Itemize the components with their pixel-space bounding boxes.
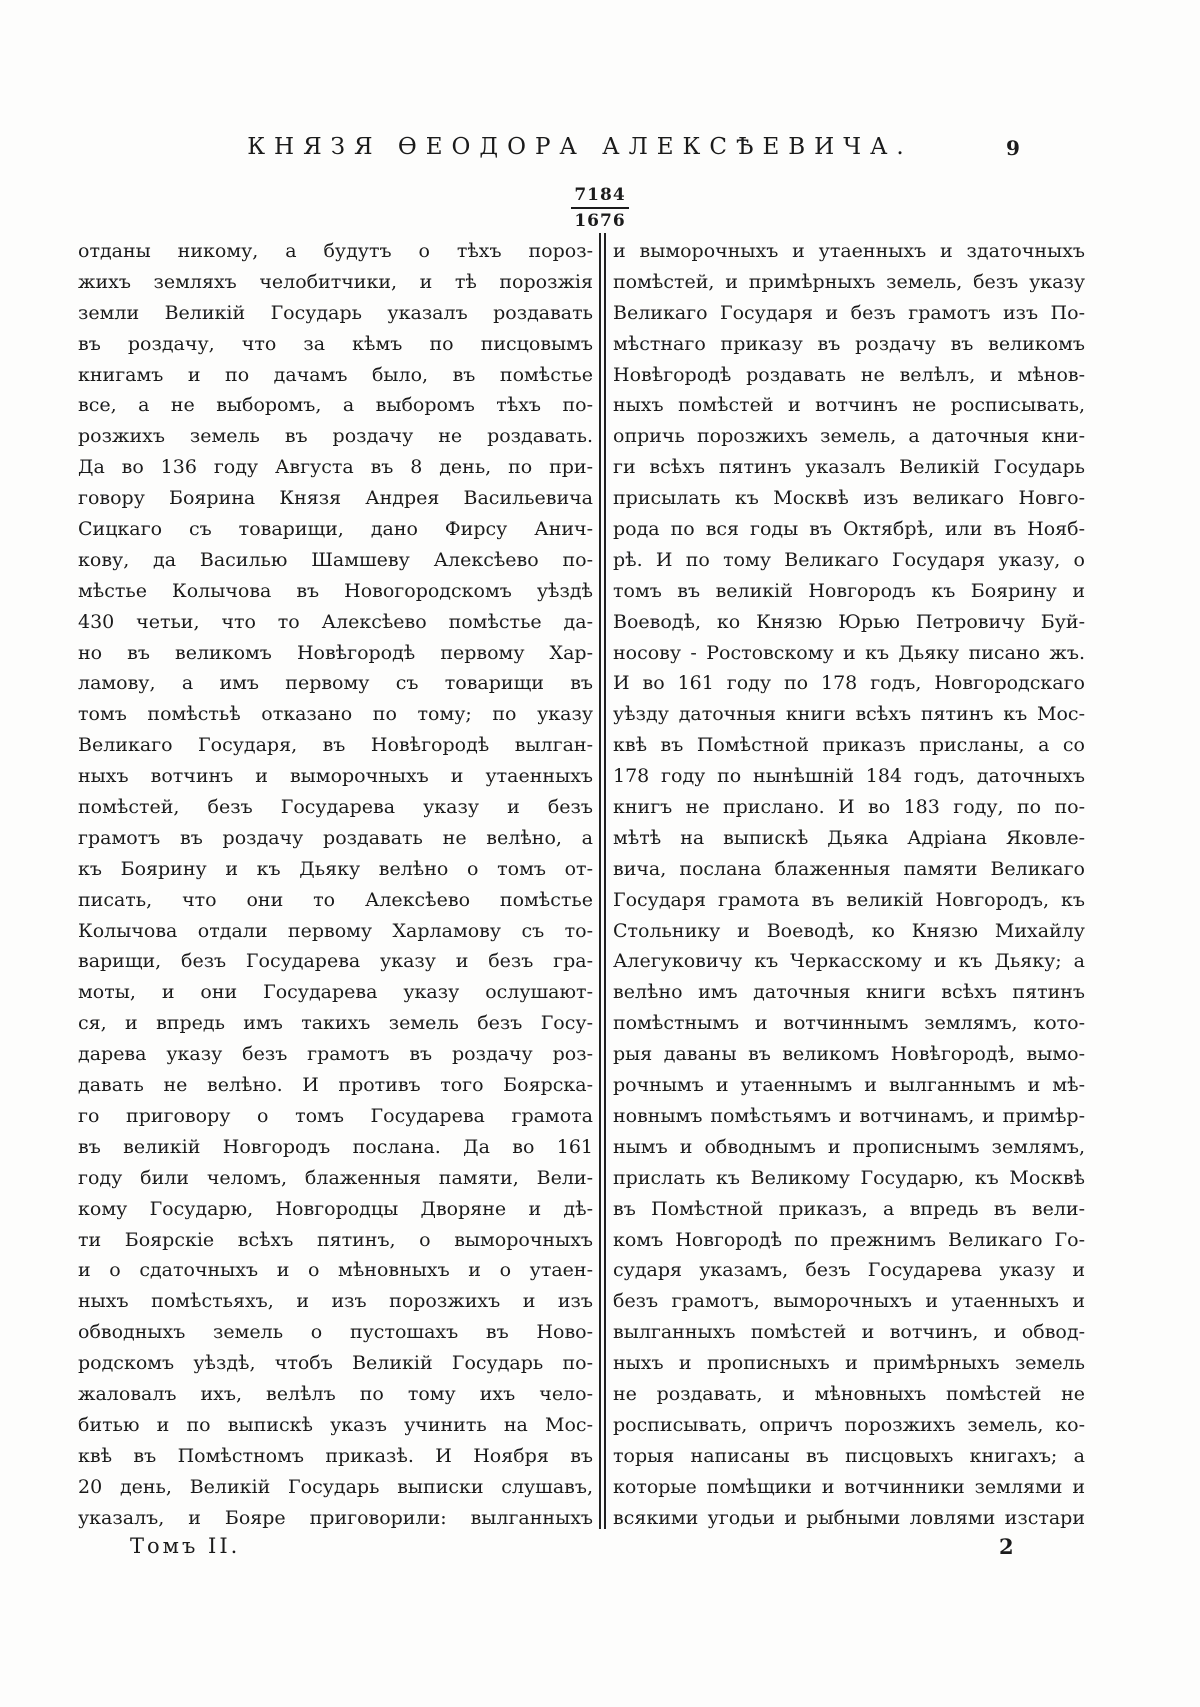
- text-line: родскомъ уѣздѣ, чтобъ Великій Государь по-: [78, 1352, 593, 1375]
- text-line: помѣстей, и примѣрныхъ земель, безъ указу: [613, 270, 1085, 293]
- text-line: Великаго Государя, въ Новѣгородѣ вылган-: [78, 734, 593, 757]
- text-column-right: [613, 236, 1085, 1533]
- text-line: битью и по выпискѣ указъ учинить на Мос-: [78, 1413, 593, 1436]
- text-line: велѣно имъ даточныя книги всѣхъ пятинъ: [613, 981, 1085, 1004]
- text-line: торыя написаны въ писцовыхъ книгахъ; а: [613, 1444, 1085, 1467]
- text-line: въ великій Новгородъ послана. Да во 161: [78, 1135, 593, 1158]
- text-line: помѣстей, безъ Государева указу и безъ: [78, 796, 593, 819]
- text-line: 178 году по нынѣшній 184 годъ, даточныхъ: [613, 765, 1085, 788]
- text-line: и выморочныхъ и утаенныхъ и здаточныхъ: [613, 240, 1085, 262]
- text-line: всякими угодьи и рыбными ловлями изстари: [613, 1506, 1085, 1529]
- text-line: ламову, а имъ первому съ товарищи въ: [78, 672, 593, 695]
- text-line: присылать къ Москвѣ изъ великаго Новго-: [613, 487, 1085, 510]
- text-line: въ Помѣстной приказъ, а впредь въ вели-: [613, 1197, 1085, 1220]
- text-line: кому Государю, Новгородцы Дворяне и дѣ-: [78, 1197, 593, 1220]
- text-line: томъ въ великій Новгородъ къ Боярину и: [613, 579, 1085, 602]
- text-line: Стольнику и Воеводѣ, ко Князю Михайлу: [613, 919, 1085, 942]
- text-line: носову - Ростовскому и къ Дьяку писано жъ.: [613, 641, 1085, 664]
- text-line: Государя грамота въ великій Новгородъ, къ: [613, 888, 1085, 911]
- text-line: которые помѣщики и вотчинники землями и: [613, 1475, 1085, 1498]
- text-line: квѣ въ Помѣстномъ приказѣ. И Ноября въ: [78, 1444, 593, 1467]
- text-line: вича, послана блаженныя памяти Великаго: [613, 857, 1085, 880]
- footer-volume-label: Томъ II.: [130, 1534, 241, 1558]
- text-line: варищи, безъ Государева указу и безъ гра-: [78, 950, 593, 973]
- text-line: новнымъ помѣстьямъ и вотчинамъ, и примѣр-: [613, 1104, 1085, 1127]
- text-line: ги всѣхъ пятинъ указалъ Великій Государь: [613, 456, 1085, 479]
- text-line: Алегуковичу къ Черкасскому и къ Дьяку; а: [613, 950, 1085, 973]
- text-line: кову, да Василью Шамшеву Алексѣево по-: [78, 548, 593, 571]
- text-line: рыя даваны въ великомъ Новѣгородѣ, вымо-: [613, 1043, 1085, 1066]
- text-line: отданы никому, а будутъ о тѣхъ пороз-: [78, 240, 593, 262]
- text-line: уѣзду даточныя книги всѣхъ пятинъ къ Мос-: [613, 703, 1085, 726]
- text-line: книгамъ и по дачамъ было, въ помѣстье: [78, 363, 593, 386]
- text-line: давать не велѣно. И противъ того Боярска-: [78, 1074, 593, 1097]
- text-line: Сицкаго съ товарищи, дано Фирсу Анич-: [78, 518, 593, 541]
- text-line: томъ помѣстьѣ отказано по тому; по указу: [78, 703, 593, 726]
- text-line: И во 161 году по 178 годъ, Новгородскаго: [613, 672, 1085, 695]
- text-line: 20 день, Великій Государь выписки слушавъ,: [78, 1475, 593, 1498]
- text-line: но въ великомъ Новѣгородѣ первому Хар-: [78, 641, 593, 664]
- text-line: жихъ земляхъ челобитчики, и тѣ порозжія: [78, 270, 593, 293]
- text-line: ся, и впредь имъ такихъ земель безъ Госу-: [78, 1012, 593, 1035]
- text-line: рода по вся годы въ Октябрѣ, или въ Нояб-: [613, 518, 1085, 541]
- text-line: книгъ не прислано. И во 183 году, по по-: [613, 796, 1085, 819]
- text-line: грамотъ въ роздачу роздавать не велѣно, а: [78, 826, 593, 849]
- text-line: все, а не выборомъ, а выборомъ тѣхъ по-: [78, 394, 593, 417]
- text-line: сударя указамъ, безъ Государева указу и: [613, 1259, 1085, 1282]
- text-line: мѣстье Колычова въ Новогородскомъ уѣздѣ: [78, 579, 593, 602]
- text-line: квѣ въ Помѣстной приказъ присланы, а со: [613, 734, 1085, 757]
- page-title: КНЯЗЯ ѲЕОДОРА АЛЕКСѢЕВИЧА.: [247, 134, 913, 160]
- text-line: и о сдаточныхъ и о мѣновныхъ и о утаен-: [78, 1259, 593, 1282]
- text-line: ти Боярскіе всѣхъ пятинъ, о выморочныхъ: [78, 1228, 593, 1251]
- year-denominator: 1676: [574, 211, 626, 231]
- text-line: мѣстнаго приказу въ роздачу въ великомъ: [613, 332, 1085, 355]
- text-line: обводныхъ земель о пустошахъ въ Ново-: [78, 1321, 593, 1344]
- text-line: ныхъ помѣстей и вотчинъ не росписывать,: [613, 394, 1085, 417]
- text-line: году били челомъ, блаженныя памяти, Вели-: [78, 1166, 593, 1189]
- text-line: къ Боярину и къ Дьяку велѣно о томъ от-: [78, 857, 593, 880]
- text-line: дарева указу безъ грамотъ въ роздачу роз-: [78, 1043, 593, 1066]
- text-line: земли Великій Государь указалъ роздавать: [78, 301, 593, 324]
- text-line: Воеводѣ, ко Князю Юрью Петровичу Буй-: [613, 610, 1085, 633]
- text-line: ныхъ вотчинъ и выморочныхъ и утаенныхъ: [78, 765, 593, 788]
- text-line: моты, и они Государева указу ослушают-: [78, 981, 593, 1004]
- text-line: опричь порозжихъ земель, а даточныя кни-: [613, 425, 1085, 448]
- text-line: росписывать, опричъ порозжихъ земель, ко-: [613, 1413, 1085, 1436]
- text-line: Да во 136 году Августа въ 8 день, по при-: [78, 456, 593, 479]
- text-line: помѣстнымъ и вотчиннымъ землямъ, кото-: [613, 1012, 1085, 1035]
- text-column-left: [78, 236, 593, 1533]
- text-line: нымъ и обводнымъ и прописнымъ землямъ,: [613, 1135, 1085, 1158]
- text-line: комъ Новгородѣ по прежнимъ Великаго Го-: [613, 1228, 1085, 1251]
- text-line: указалъ, и Бояре приговорили: вылганныхъ: [78, 1506, 593, 1529]
- text-line: 430 четьи, что то Алексѣево помѣстье да-: [78, 610, 593, 633]
- text-line: рочнымъ и утаеннымъ и вылганнымъ и мѣ-: [613, 1074, 1085, 1097]
- text-line: не роздавать, и мѣновныхъ помѣстей не: [613, 1382, 1085, 1405]
- date-fraction: [75, 184, 1125, 232]
- text-line: рѣ. И по тому Великаго Государя указу, о: [613, 548, 1085, 571]
- footer-signature-mark: 2: [999, 1534, 1014, 1559]
- text-line: Великаго Государя и безъ грамотъ изъ По-: [613, 301, 1085, 324]
- text-line: безъ грамотъ, выморочныхъ и утаенныхъ и: [613, 1290, 1085, 1313]
- text-line: ныхъ помѣстьяхъ, и изъ порозжихъ и изъ: [78, 1290, 593, 1313]
- text-line: вылганныхъ помѣстей и вотчинъ, и обвод-: [613, 1321, 1085, 1344]
- text-line: писать, что они то Алексѣево помѣстье: [78, 888, 593, 911]
- text-line: прислать къ Великому Государю, къ Москвѣ: [613, 1166, 1085, 1189]
- text-line: въ роздачу, что за кѣмъ по писцовымъ: [78, 332, 593, 355]
- text-line: го приговору о томъ Государева грамота: [78, 1104, 593, 1127]
- column-divider-rule: [599, 233, 606, 1529]
- text-line: Новѣгородѣ роздавать не велѣлъ, и мѣнов-: [613, 363, 1085, 386]
- page-number: 9: [1006, 136, 1020, 160]
- text-line: говору Боярина Князя Андрея Васильевича: [78, 487, 593, 510]
- text-line: розжихъ земель въ роздачу не роздавать.: [78, 425, 593, 448]
- year-fraction: [571, 184, 628, 232]
- year-numerator: 7184: [571, 184, 628, 209]
- text-line: ныхъ и прописныхъ и примѣрныхъ земель: [613, 1352, 1085, 1375]
- text-line: мѣтѣ на выпискѣ Дьяка Адріана Яковле-: [613, 826, 1085, 849]
- text-line: жаловалъ ихъ, велѣлъ по тому ихъ чело-: [78, 1382, 593, 1405]
- text-line: Колычова отдали первому Харламову съ то-: [78, 919, 593, 942]
